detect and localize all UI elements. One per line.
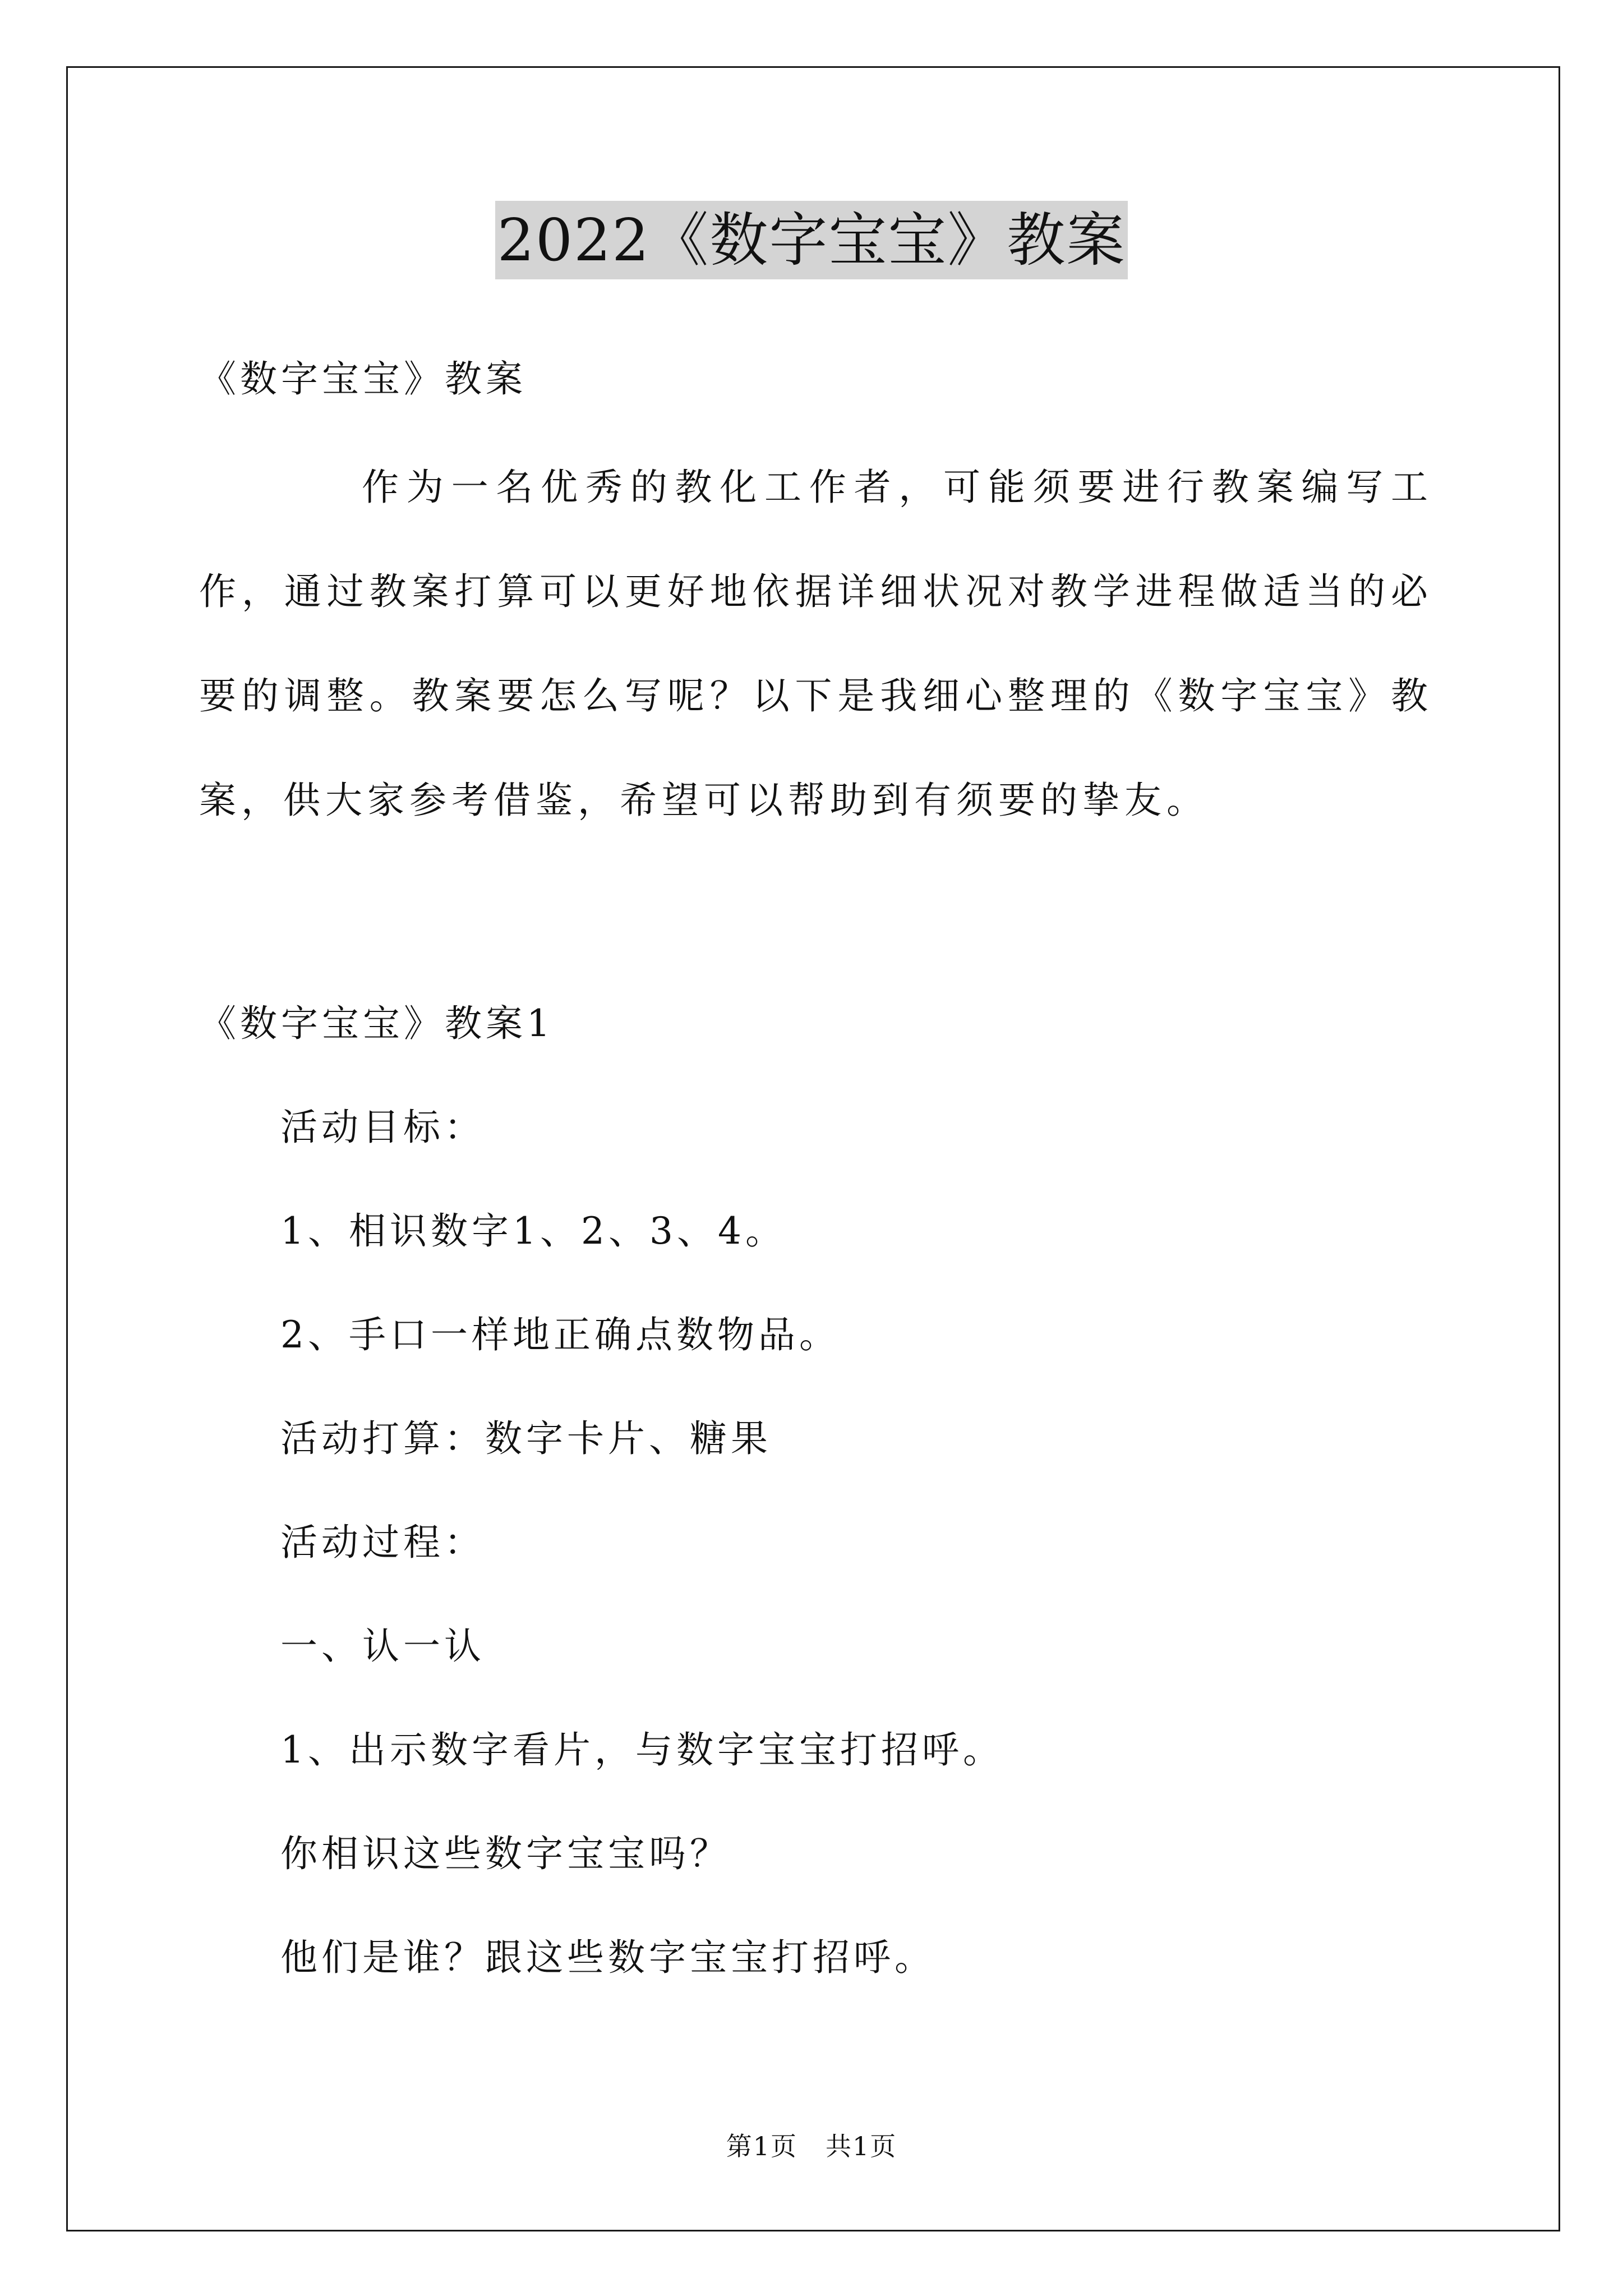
body-line: 1、出示数字看片，与数字宝宝打招呼。 <box>280 1728 1004 1772</box>
body-line: 一、认一认 <box>280 1625 485 1668</box>
body-line: 2、手口一样地正确点数物品。 <box>280 1313 840 1356</box>
body-line: 他们是谁？跟这些数字宝宝打招呼。 <box>280 1936 935 1979</box>
body-line: 1、相识数字1、2、3、4。 <box>280 1209 786 1253</box>
section-heading: 《数字宝宝》教案1 <box>199 1002 554 1045</box>
body-line: 你相识这些数字宝宝吗？ <box>280 1832 731 1875</box>
intro-paragraph: 作为一名优秀的教化工作者，可能须要进行教案编写工作，通过教案打算可以更好地依据详细状况对教学进程做适当的必要的调整。教案要怎么写呢？以下是我细心整理的《数字宝宝》教案，供大家参考借鉴，希望可以帮助到有须要的挚友。 <box>199 466 1433 822</box>
page-footer <box>0 2131 1623 2162</box>
document-subtitle: 《数字宝宝》教案 <box>199 357 527 401</box>
title-container <box>0 201 1623 279</box>
body-line: 活动过程： <box>280 1521 485 1564</box>
page-number: 第1页 <box>726 2131 797 2161</box>
body-line: 活动目标： <box>280 1106 485 1149</box>
body-line: 活动打算：数字卡片、糖果 <box>280 1417 772 1460</box>
page-total: 共1页 <box>826 2131 897 2161</box>
document-title: 2022《数字宝宝》教案 <box>495 201 1128 279</box>
